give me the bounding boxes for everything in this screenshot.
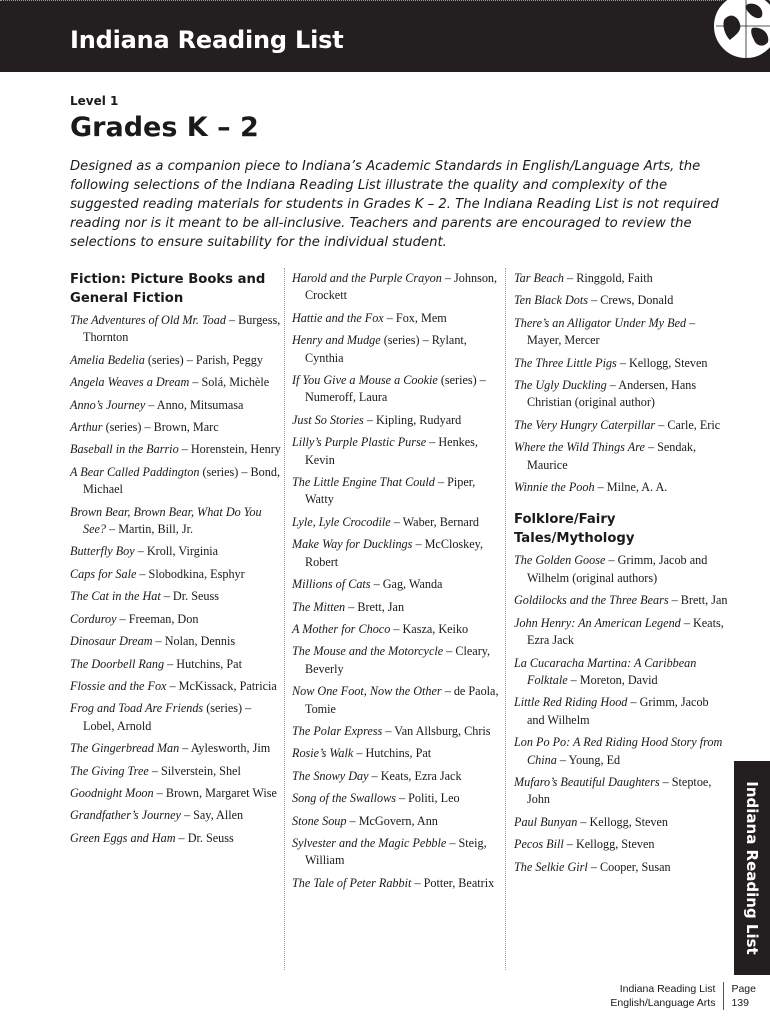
book-entry: [514, 355, 729, 372]
book-author: – Say, Allen: [180, 808, 244, 823]
book-entry: [292, 536, 502, 571]
book-author: – Keats, Ezra Jack: [527, 615, 724, 648]
book-entry: [292, 270, 502, 305]
book-entry: [70, 611, 282, 628]
book-title: Millions of Cats: [292, 577, 371, 592]
book-author: – Kellogg, Steven: [563, 837, 655, 852]
book-author: – Dr. Seuss: [160, 589, 219, 604]
footer-page-label: Page: [731, 983, 756, 995]
book-entry: [70, 700, 282, 735]
book-title: Mufaro’s Beautiful Daughters: [514, 774, 660, 789]
book-entry: [292, 599, 502, 616]
book-title: Paul Bunyan: [514, 814, 578, 829]
book-entry: [514, 479, 729, 496]
book-title: Angela Weaves a Dream: [70, 375, 190, 390]
book-entry: [70, 566, 282, 583]
book-entry: [70, 656, 282, 673]
fiction-list-part-1: [70, 312, 282, 847]
book-author: – Burgess, Thornton: [83, 313, 281, 345]
side-tab: [734, 761, 770, 975]
book-entry: [70, 740, 282, 757]
footer-source: [610, 982, 723, 1010]
book-title: Henry and Mudge: [292, 333, 381, 348]
intro-paragraph: Designed as a companion piece to Indiana’s Academic Standards in English/Language Arts, the following selections of the Indiana Reading List illustrate the quality and complexity of the suggested reading materials for students in Grades K – 2. The Indiana Reading List is not required reading nor is it meant to be all-inclusive. Teachers and parents are encouraged to review the selections to ensure suitability for the individual student.: [70, 159, 719, 250]
book-author: – Grimm, Jacob and Wilhelm: [527, 695, 709, 727]
book-title: The Snowy Day: [292, 768, 369, 783]
level-label: Level 1: [70, 94, 119, 108]
book-entry: [514, 774, 729, 809]
book-author: – Solá, Michèle: [189, 375, 270, 390]
footer-line-2: English/Language Arts: [610, 997, 716, 1009]
book-author: – Andersen, Hans Christian (original author): [527, 378, 697, 410]
book-entry: [514, 292, 729, 309]
book-title: Hattie and the Fox: [292, 310, 384, 325]
book-author: – Cooper, Susan: [587, 859, 671, 874]
book-entry: [514, 615, 729, 650]
book-title: Winnie the Pooh: [514, 480, 595, 495]
page-number: 139: [731, 997, 749, 1009]
book-entry: [292, 835, 502, 870]
book-entry: [514, 859, 729, 876]
book-entry: [70, 352, 282, 369]
book-author: – Kroll, Virginia: [134, 544, 219, 559]
book-title: Caps for Sale: [70, 566, 137, 581]
book-author: – McGovern, Ann: [346, 813, 438, 828]
book-entry: [514, 417, 729, 434]
book-author: (series) – Numeroff, Laura: [305, 373, 486, 405]
book-entry: [292, 723, 502, 740]
book-author: – Kellogg, Steven: [616, 355, 708, 370]
book-entry: [70, 374, 282, 391]
footer-page: [723, 982, 756, 1010]
book-entry: [70, 633, 282, 650]
book-title: John Henry: An American Legend: [514, 615, 681, 630]
book-title: Harold and the Purple Crayon: [292, 271, 442, 285]
book-title: Goodnight Moon: [70, 785, 154, 800]
book-author: – Brett, Jan: [345, 599, 405, 614]
book-entry: [292, 372, 502, 407]
book-title: Lilly’s Purple Plastic Purse: [292, 435, 427, 450]
footer: [610, 982, 756, 1010]
book-title: Arthur: [70, 420, 103, 435]
book-author: – Dr. Seuss: [175, 830, 234, 845]
book-entry: [70, 807, 282, 824]
book-entry: [292, 474, 502, 509]
book-title: Stone Soup: [292, 813, 347, 828]
book-author: – Aylesworth, Jim: [179, 741, 271, 756]
book-entry: [292, 875, 502, 892]
book-entry: [70, 588, 282, 605]
folklore-list: [514, 552, 729, 876]
book-author: (series) – Parish, Peggy: [144, 352, 263, 367]
book-title: La Cucaracha Martina: A Caribbean Folktale: [514, 655, 697, 687]
footer-line-1: Indiana Reading List: [619, 983, 716, 995]
book-entry: [70, 678, 282, 695]
book-author: – Piper, Watty: [305, 475, 476, 507]
book-author: – Hutchins, Pat: [164, 656, 242, 671]
book-title: Anno’s Journey: [70, 397, 146, 412]
book-entry: [70, 543, 282, 560]
book-author: – Young, Ed: [556, 752, 621, 767]
book-title: The Three Little Pigs: [514, 355, 617, 370]
book-entry: [70, 504, 282, 539]
book-title: Dinosaur Dream: [70, 634, 153, 649]
book-entry: [514, 377, 729, 412]
book-title: Where the Wild Things Are: [514, 440, 645, 455]
book-title: Just So Stories: [292, 412, 364, 427]
book-title: The Polar Express: [292, 723, 383, 738]
book-entry: [292, 576, 502, 593]
book-author: (series) – Lobel, Arnold: [83, 701, 252, 733]
book-author: – Hutchins, Pat: [353, 746, 432, 761]
section-heading-fiction: Fiction: Picture Books and General Fiction: [70, 272, 266, 306]
book-author: – Gag, Wanda: [370, 577, 443, 592]
book-author: – Steptoe, John: [527, 774, 712, 807]
book-title: The Giving Tree: [70, 763, 149, 778]
book-title: Rosie’s Walk: [292, 746, 354, 761]
book-author: – Milne, A. A.: [594, 480, 668, 495]
book-author: – Keats, Ezra Jack: [368, 768, 462, 783]
book-title: There’s an Alligator Under My Bed: [514, 315, 687, 330]
header-bar: [0, 0, 770, 72]
book-title: The Mitten: [292, 599, 346, 614]
book-entry: [70, 312, 282, 347]
globe-icon: [710, 0, 770, 62]
column-3: [514, 270, 729, 881]
book-title: The Ugly Duckling: [514, 378, 607, 393]
book-entry: [70, 785, 282, 802]
book-author: – Sendak, Maurice: [527, 440, 697, 472]
book-author: – Crews, Donald: [588, 293, 674, 308]
book-title: The Selkie Girl: [514, 859, 588, 874]
book-author: – Nolan, Dennis: [152, 634, 236, 649]
book-entry: [514, 592, 729, 609]
book-author: – Potter, Beatrix: [411, 875, 495, 890]
book-entry: [514, 315, 729, 350]
book-author: – Kellogg, Steven: [577, 814, 669, 829]
book-title: The Tale of Peter Rabbit: [292, 875, 412, 890]
side-tab-label: Indiana Reading List: [743, 781, 761, 955]
book-author: – Fox, Mem: [383, 310, 447, 325]
book-author: – Ringgold, Faith: [564, 271, 653, 285]
book-author: – Politi, Leo: [395, 791, 460, 806]
book-author: – Henkes, Kevin: [305, 435, 478, 467]
book-title: Tar Beach: [514, 271, 564, 285]
book-entry: [70, 419, 282, 436]
grades-title: Grades K – 2: [70, 112, 259, 143]
book-title: Sylvester and the Magic Pebble: [292, 835, 447, 850]
book-entry: [292, 310, 502, 327]
book-entry: [292, 412, 502, 429]
book-entry: [292, 768, 502, 785]
book-entry: [292, 332, 502, 367]
book-title: The Little Engine That Could: [292, 475, 435, 490]
book-entry: [70, 441, 282, 458]
book-title: A Bear Called Paddington: [70, 464, 200, 479]
book-author: – Brett, Jan: [668, 593, 728, 608]
book-entry: [70, 830, 282, 847]
book-author: (series) – Brown, Marc: [102, 420, 219, 435]
book-title: Baseball in the Barrio: [70, 442, 179, 457]
book-title: Amelia Bedelia: [70, 352, 145, 367]
book-title: If You Give a Mouse a Cookie: [292, 373, 438, 388]
book-title: The Gingerbread Man: [70, 741, 180, 756]
book-title: Brown Bear, Brown Bear, What Do You See?: [70, 504, 262, 537]
book-title: Corduroy: [70, 611, 117, 626]
fiction-list-part-2: [292, 270, 502, 892]
book-title: The Golden Goose: [514, 553, 606, 568]
book-author: – Slobodkina, Esphyr: [136, 566, 245, 581]
book-title: Now One Foot, Now the Other: [292, 684, 442, 699]
book-author: – Steig, William: [305, 835, 487, 868]
book-entry: [514, 734, 729, 769]
book-entry: [70, 763, 282, 780]
header-dotted-rule: [0, 0, 770, 3]
book-title: Song of the Swallows: [292, 791, 396, 806]
book-title: The Adventures of Old Mr. Toad: [70, 313, 226, 327]
column-2: [292, 270, 502, 897]
book-entry: [292, 683, 502, 718]
book-title: Flossie and the Fox: [70, 678, 167, 693]
book-entry: [292, 434, 502, 469]
book-author: – Anno, Mitsumasa: [145, 397, 244, 412]
column-divider: [284, 268, 285, 970]
book-entry: [514, 814, 729, 831]
book-author: – Brown, Margaret Wise: [153, 785, 277, 800]
book-entry: [292, 790, 502, 807]
book-author: – McKissack, Patricia: [166, 678, 277, 693]
book-author: – Horenstein, Henry: [178, 442, 281, 457]
book-author: – Silverstein, Shel: [148, 763, 241, 778]
book-title: Pecos Bill: [514, 837, 564, 852]
book-entry: [514, 552, 729, 587]
book-title: Butterfly Boy: [70, 544, 135, 559]
book-author: – Kasza, Keiko: [390, 621, 469, 636]
book-title: Ten Black Dots: [514, 293, 589, 308]
book-title: The Mouse and the Motorcycle: [292, 644, 444, 659]
book-author: – Van Allsburg, Chris: [382, 723, 491, 738]
book-entry: [292, 514, 502, 531]
book-entry: [292, 745, 502, 762]
book-entry: [292, 621, 502, 638]
book-author: – Kipling, Rudyard: [363, 412, 462, 427]
book-entry: [292, 813, 502, 830]
book-author: (series) – Bond, Michael: [83, 464, 280, 497]
header-title: Indiana Reading List: [70, 26, 344, 54]
book-title: Goldilocks and the Three Bears: [514, 593, 669, 608]
book-author: – Moreton, David: [567, 672, 658, 687]
book-author: – de Paola, Tomie: [305, 684, 499, 716]
book-entry: [70, 397, 282, 414]
column-1: [70, 270, 282, 852]
book-entry: [514, 655, 729, 690]
book-entry: [514, 694, 729, 729]
book-author: (series) – Rylant, Cynthia: [305, 333, 467, 365]
book-author: – Grimm, Jacob and Wilhelm (original authors): [527, 553, 708, 585]
book-title: The Doorbell Rang: [70, 656, 165, 671]
section-heading-folklore: Folklore/Fairy Tales/Mythology: [514, 512, 635, 547]
book-title: Lyle, Lyle Crocodile: [292, 514, 391, 529]
book-title: A Mother for Choco: [292, 621, 391, 636]
book-entry: [514, 439, 729, 474]
book-author: – Cleary, Beverly: [305, 644, 491, 676]
book-title: Grandfather’s Journey: [70, 808, 181, 823]
fiction-list-part-3: [514, 270, 729, 496]
book-entry: [514, 836, 729, 853]
book-entry: [514, 270, 729, 287]
book-title: Lon Po Po: A Red Riding Hood Story from China: [514, 735, 723, 767]
book-title: The Very Hungry Caterpillar: [514, 417, 656, 432]
book-author: – Carle, Eric: [655, 417, 721, 432]
book-entry: [70, 464, 282, 499]
book-title: Make Way for Ducklings: [292, 537, 413, 552]
book-author: – Johnson, Crockett: [305, 271, 498, 303]
book-title: Green Eggs and Ham: [70, 830, 176, 845]
book-author: – Freeman, Don: [116, 611, 199, 626]
book-author: – Waber, Bernard: [390, 514, 479, 529]
book-title: Little Red Riding Hood: [514, 695, 628, 710]
book-title: The Cat in the Hat: [70, 589, 161, 604]
book-author: – Martin, Bill, Jr.: [106, 522, 194, 537]
book-entry: [292, 643, 502, 678]
book-author: – McCloskey, Robert: [305, 537, 484, 569]
book-author: – Mayer, Mercer: [527, 315, 696, 348]
column-divider: [505, 268, 506, 970]
book-title: Frog and Toad Are Friends: [70, 701, 204, 716]
